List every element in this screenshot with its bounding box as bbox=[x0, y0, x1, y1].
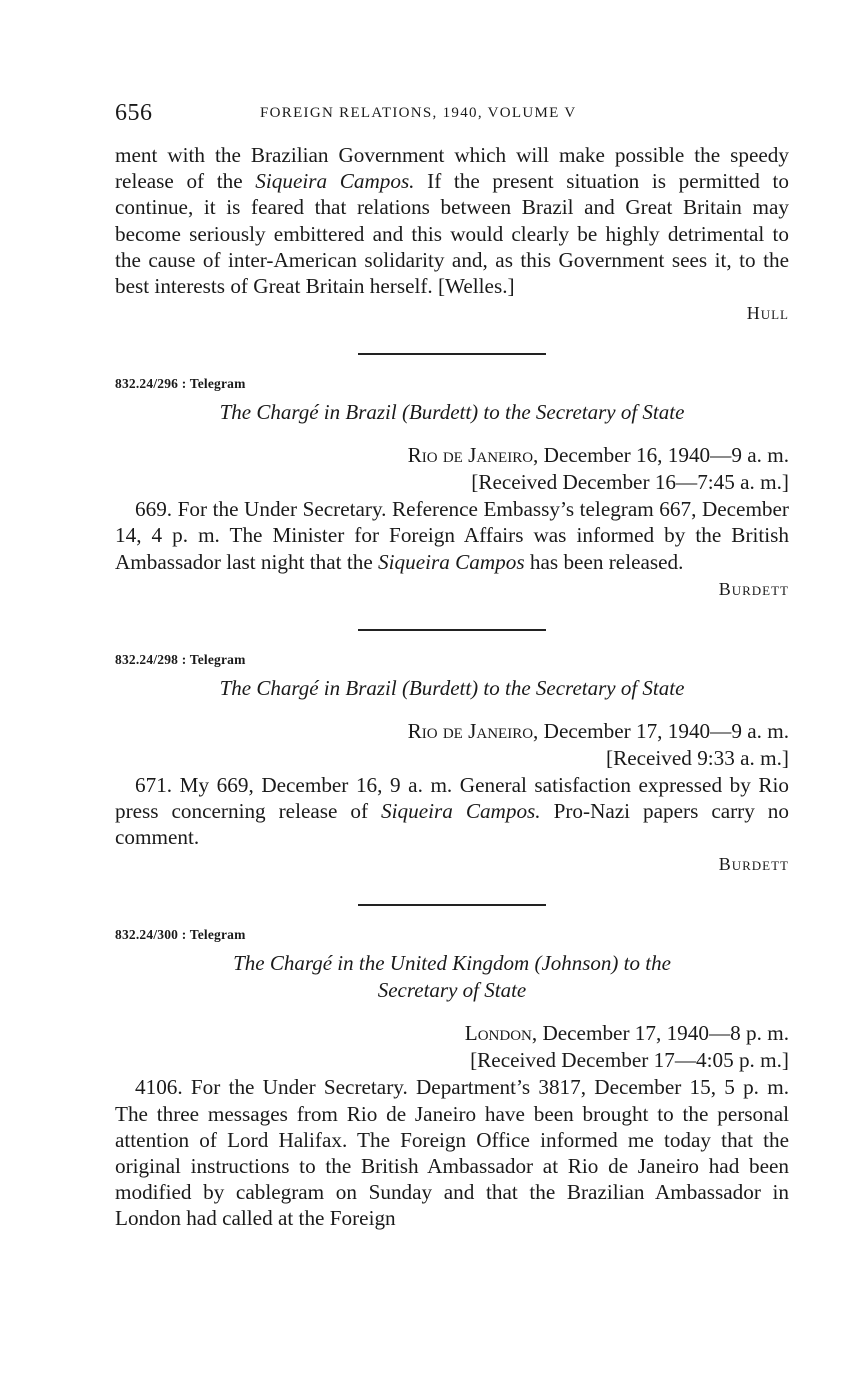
ship-name: Siqueira Campos. bbox=[255, 169, 415, 194]
received-line: [Received December 17—4:05 p. m.] bbox=[470, 1048, 789, 1073]
telegram-body bbox=[115, 772, 789, 851]
dateline-place: London, bbox=[464, 1021, 538, 1046]
dateline-date: December 17, 1940—8 p. m. bbox=[537, 1021, 789, 1046]
document-title-line-1: The Chargé in the United Kingdom (Johnson) to the bbox=[233, 951, 671, 976]
file-reference: 832.24/296 : Telegram bbox=[115, 376, 246, 392]
dateline-date: December 17, 1940—9 a. m. bbox=[538, 718, 789, 743]
running-head bbox=[115, 100, 789, 130]
section-divider bbox=[358, 904, 546, 906]
received-line: [Received 9:33 a. m.] bbox=[606, 745, 789, 770]
telegram-body bbox=[115, 496, 789, 575]
file-reference: 832.24/298 : Telegram bbox=[115, 651, 246, 667]
document-title bbox=[115, 950, 789, 1004]
signature-hull: Hull bbox=[746, 303, 789, 324]
document-title-line-2: Secretary of State bbox=[377, 978, 527, 1003]
document-page bbox=[115, 100, 789, 1232]
continuation-text-start: ment with the Brazilian Government which will make possible the speedy release of the bbox=[115, 143, 789, 194]
telegram-text-start: 671. My 669, December 16, 9 a. m. General satisfaction expressed by Rio press concerning release of bbox=[115, 772, 789, 824]
document-title: The Chargé in Brazil (Burdett) to the Secretary of State bbox=[219, 400, 685, 425]
continuation-text-end: If the present situation is permitted to continue, it is feared that relations between Brazil and Great Britain may become seriously embittered and this would clearly be highly detrimental to the cause of inter-American solidarity and, as this Government sees it, to the best interests of Great Britain herself. [Welles.] bbox=[115, 169, 789, 299]
ship-name: Siqueira Campos bbox=[378, 549, 525, 574]
dateline bbox=[115, 718, 789, 745]
dateline bbox=[115, 1020, 789, 1047]
ship-name: Siqueira Campos. bbox=[381, 799, 541, 824]
telegram-text-end: Pro-Nazi papers carry no comment. bbox=[115, 799, 789, 850]
dateline bbox=[115, 442, 789, 469]
running-head-title: FOREIGN RELATIONS, 1940, VOLUME V bbox=[260, 105, 577, 121]
file-reference: 832.24/300 : Telegram bbox=[115, 927, 246, 943]
telegram-text-start: 669. For the Under Secretary. Reference Embassy’s telegram 667, December 14, 4 p. m. The Minister for Foreign Affairs was informed by the British Ambassador last night that the bbox=[115, 497, 789, 574]
document-title: The Chargé in Brazil (Burdett) to the Secretary of State bbox=[219, 675, 685, 700]
telegram-text-end: has been released. bbox=[524, 549, 684, 574]
telegram-body: 4106. For the Under Secretary. Department’s 3817, December 15, 5 p. m. The three messages from Rio de Janeiro have been brought to the personal attention of Lord Halifax. The Foreign Office informed me today that the original instructions to the British Ambassador at Rio de Janeiro had been modified by cablegram on Sunday and that the Brazilian Ambassador in London had called at the Foreign bbox=[115, 1075, 789, 1231]
dateline-place: Rio de Janeiro, bbox=[407, 718, 539, 743]
page-number: 656 bbox=[115, 100, 153, 126]
continuation-paragraph bbox=[115, 142, 789, 299]
received-line: [Received December 16—7:45 a. m.] bbox=[471, 470, 789, 495]
signature-burdett: Burdett bbox=[718, 854, 789, 875]
section-divider bbox=[358, 629, 546, 631]
dateline-place: Rio de Janeiro, bbox=[407, 443, 539, 468]
section-divider bbox=[358, 353, 546, 355]
signature-burdett: Burdett bbox=[718, 578, 789, 599]
dateline-date: December 16, 1940—9 a. m. bbox=[538, 443, 789, 468]
